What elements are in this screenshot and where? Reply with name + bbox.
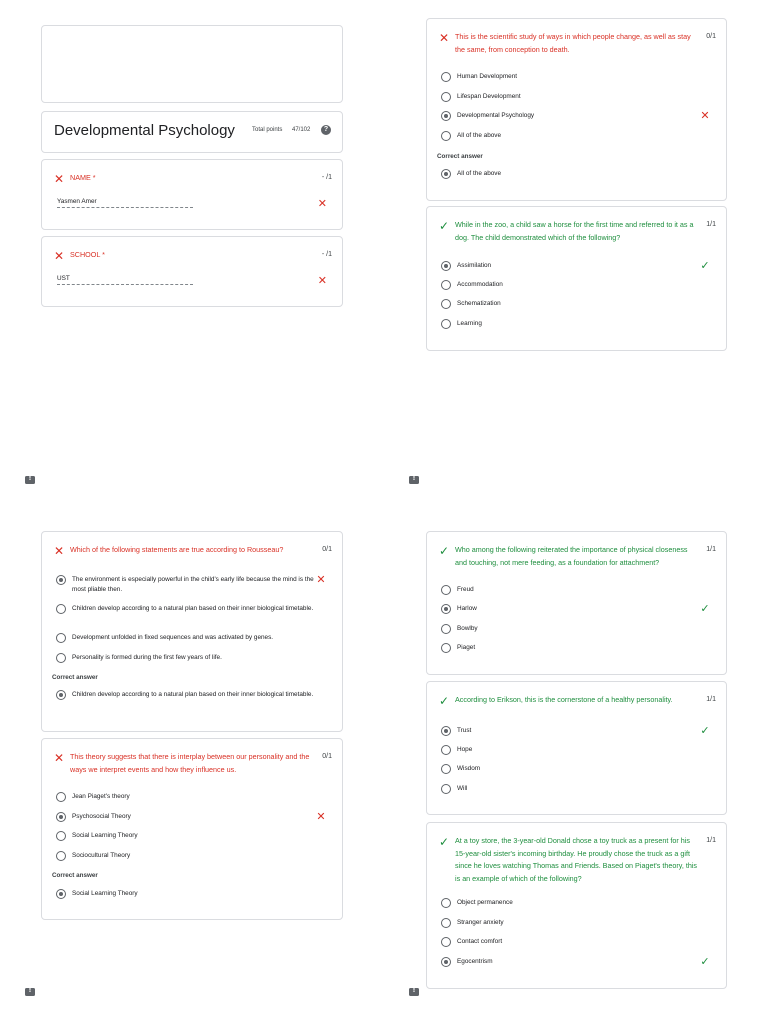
radio-button-selected	[56, 690, 66, 700]
answer-option[interactable]	[441, 745, 712, 755]
answer-option[interactable]	[441, 280, 712, 290]
school-field-card	[41, 236, 343, 307]
radio-button[interactable]	[441, 280, 451, 290]
incorrect-icon: ✕	[317, 198, 327, 210]
answer-option[interactable]	[441, 643, 712, 653]
answer-option[interactable]	[56, 633, 328, 643]
option-label: Contact comfort	[457, 938, 503, 945]
feedback-icon[interactable]	[25, 988, 35, 996]
option-label: Egocentrism	[457, 958, 493, 965]
form-header-card	[41, 111, 343, 153]
feedback-icon[interactable]	[409, 476, 419, 484]
answer-option[interactable]	[441, 92, 712, 102]
radio-button[interactable]	[441, 299, 451, 309]
radio-button-selected[interactable]	[441, 261, 451, 271]
correct-answer-option	[441, 169, 712, 179]
answer-option[interactable]	[441, 585, 712, 595]
option-label: Hope	[457, 746, 473, 753]
answer-option[interactable]	[56, 653, 328, 663]
option-label: Freud	[457, 586, 474, 593]
option-label: Social Learning Theory	[72, 890, 138, 897]
question-card-q6	[426, 681, 727, 815]
radio-button[interactable]	[441, 72, 451, 82]
answer-option[interactable]	[441, 918, 712, 928]
answer-option[interactable]	[441, 764, 712, 774]
radio-button[interactable]	[441, 898, 451, 908]
total-points-label: Total points	[252, 127, 283, 133]
correct-check-icon: ✓	[439, 694, 450, 708]
question-points: 0/1	[322, 546, 332, 553]
incorrect-icon: ✕	[316, 574, 326, 586]
answer-option-selected[interactable]	[441, 111, 712, 121]
option-label: Psychosocial Theory	[72, 813, 131, 820]
radio-button[interactable]	[441, 643, 451, 653]
question-card-q3	[41, 531, 343, 732]
incorrect-icon: ✕	[439, 31, 450, 45]
radio-button[interactable]	[56, 831, 66, 841]
field-points: - /1	[321, 174, 332, 181]
correct-check-icon: ✓	[700, 603, 710, 615]
question-card-q5	[426, 531, 727, 675]
question-title: This is the scientific study of ways in which people change, as well as stay the same, from conception to death.	[455, 32, 691, 54]
answer-option[interactable]	[441, 624, 712, 634]
radio-button[interactable]	[56, 604, 66, 614]
question-card-q1	[426, 18, 727, 201]
correct-answer-option	[56, 889, 328, 899]
incorrect-icon: ✕	[700, 110, 710, 122]
radio-button-selected[interactable]	[441, 726, 451, 736]
answer-option[interactable]	[56, 851, 328, 861]
incorrect-icon: ✕	[54, 544, 65, 558]
option-label: Personality is formed during the first few years of life.	[72, 654, 222, 661]
option-label: Learning	[457, 320, 482, 327]
incorrect-icon: ✕	[54, 172, 65, 186]
question-card-q2	[426, 206, 727, 351]
option-label: Developmental Psychology	[457, 112, 535, 119]
option-label: Trust	[457, 727, 472, 734]
question-points: 1/1	[706, 837, 716, 844]
option-label: Schematization	[457, 300, 501, 307]
total-points-value: 47/102	[292, 127, 311, 133]
option-label: Social Learning Theory	[72, 832, 138, 839]
option-label: Wisdom	[457, 765, 481, 772]
radio-button-selected[interactable]	[441, 604, 451, 614]
option-label: Jean Piaget's theory	[72, 793, 130, 800]
field-underline	[57, 284, 193, 285]
answer-option-selected[interactable]	[441, 604, 712, 614]
question-points: 1/1	[706, 696, 716, 703]
field-underline	[57, 207, 193, 208]
page-title: Developmental Psychology	[54, 122, 235, 139]
correct-check-icon: ✓	[439, 835, 450, 849]
answer-option[interactable]	[441, 72, 712, 82]
answer-option[interactable]	[56, 792, 328, 802]
field-label: SCHOOL *	[70, 250, 105, 259]
question-points: 1/1	[706, 221, 716, 228]
correct-answer-heading: Correct answer	[52, 674, 98, 681]
option-label: Lifespan Development	[457, 93, 521, 100]
option-label: Assimilation	[457, 262, 492, 269]
question-title: According to Erikson, this is the cornerstone of a healthy personality.	[455, 695, 673, 704]
school-field-value: UST	[57, 275, 70, 282]
option-label: Human Development	[457, 73, 518, 80]
answer-option[interactable]	[441, 299, 712, 309]
incorrect-icon: ✕	[54, 751, 65, 765]
answer-option-selected[interactable]	[441, 726, 712, 736]
answer-option-selected[interactable]	[56, 812, 328, 822]
radio-button[interactable]	[56, 633, 66, 643]
radio-button-selected[interactable]	[441, 957, 451, 967]
answer-option-selected[interactable]	[441, 261, 712, 271]
option-label: All of the above	[457, 132, 502, 139]
answer-option[interactable]	[56, 604, 328, 614]
feedback-icon[interactable]	[409, 988, 419, 996]
answer-option[interactable]	[441, 319, 712, 329]
question-title: This theory suggests that there is interplay between our personality and the ways we interpret events and how they influence us.	[70, 752, 310, 774]
question-card-q7	[426, 822, 727, 989]
radio-button-selected	[56, 889, 66, 899]
radio-button-selected	[441, 169, 451, 179]
radio-button[interactable]	[441, 585, 451, 595]
radio-button[interactable]	[441, 624, 451, 634]
radio-button-selected[interactable]	[56, 812, 66, 822]
answer-option[interactable]	[441, 131, 712, 141]
radio-button[interactable]	[56, 851, 66, 861]
name-field-value: Yasmen Amer	[57, 198, 97, 205]
name-field-card	[41, 159, 343, 230]
answer-option[interactable]	[56, 831, 328, 841]
option-label: Object permanence	[457, 899, 513, 906]
answer-option[interactable]	[441, 784, 712, 794]
question-title: At a toy store, the 3-year-old Donald chose a toy truck as a present for his 15-year-old sister's incoming birthday. He proudly chose the truck as a gift since he loves watching Thomas and Friends. Based on Piaget's theory, this is an example of which of the following?	[455, 836, 698, 883]
correct-check-icon: ✓	[439, 219, 450, 233]
option-label: All of the above	[457, 170, 502, 177]
radio-button[interactable]	[441, 131, 451, 141]
field-label: NAME *	[70, 173, 96, 182]
option-label: Will	[457, 785, 468, 792]
correct-check-icon: ✓	[700, 260, 710, 272]
radio-button[interactable]	[441, 784, 451, 794]
question-title: Who among the following reiterated the importance of physical closeness and touching, not mere feeding, as a foundation for attachment?	[455, 545, 688, 567]
option-label: Sociocultural Theory	[72, 852, 131, 859]
correct-answer-heading: Correct answer	[52, 872, 98, 879]
correct-check-icon: ✓	[439, 544, 450, 558]
question-points: 0/1	[706, 33, 716, 40]
radio-button[interactable]	[441, 745, 451, 755]
correct-answer-heading: Correct answer	[437, 153, 483, 160]
answer-option-selected[interactable]	[56, 575, 328, 595]
option-label: Bowlby	[457, 625, 478, 632]
question-points: 1/1	[706, 546, 716, 553]
radio-button[interactable]	[441, 92, 451, 102]
correct-answer-option	[56, 690, 328, 700]
question-title: While in the zoo, a child saw a horse for the first time and referred to it as a dog. The child demonstrated which of the following?	[455, 220, 694, 242]
option-label: Piaget	[457, 644, 476, 651]
option-label: Development unfolded in fixed sequences and was activated by genes.	[72, 634, 274, 641]
radio-button[interactable]	[56, 792, 66, 802]
help-icon[interactable]: ?	[321, 125, 331, 135]
radio-button[interactable]	[441, 319, 451, 329]
option-label: Children develop according to a natural plan based on their inner biological timetable.	[72, 605, 314, 612]
incorrect-icon: ✕	[316, 811, 326, 823]
field-points: - /1	[321, 251, 332, 258]
correct-check-icon: ✓	[700, 956, 710, 968]
question-title: Which of the following statements are true according to Rousseau?	[70, 545, 284, 554]
question-points: 0/1	[322, 753, 332, 760]
feedback-icon[interactable]	[25, 476, 35, 484]
correct-check-icon: ✓	[700, 725, 710, 737]
form-banner-card	[41, 25, 343, 103]
option-label: Stranger anxiety	[457, 919, 504, 926]
radio-button-selected[interactable]	[441, 111, 451, 121]
radio-button[interactable]	[441, 918, 451, 928]
option-label: Accommodation	[457, 281, 503, 288]
option-label: Children develop according to a natural plan based on their inner biological timetable.	[72, 691, 314, 698]
answer-option[interactable]	[441, 937, 712, 947]
answer-option[interactable]	[441, 898, 712, 908]
incorrect-icon: ✕	[54, 249, 65, 263]
incorrect-icon: ✕	[317, 275, 327, 287]
answer-option-selected[interactable]	[441, 957, 712, 967]
option-label: Harlow	[457, 605, 477, 612]
radio-button[interactable]	[56, 653, 66, 663]
question-card-q4	[41, 738, 343, 920]
radio-button[interactable]	[441, 937, 451, 947]
radio-button-selected[interactable]	[56, 575, 66, 585]
radio-button[interactable]	[441, 764, 451, 774]
option-label: The environment is especially powerful in the child's early life because the mind is the most pliable then.	[72, 576, 314, 593]
